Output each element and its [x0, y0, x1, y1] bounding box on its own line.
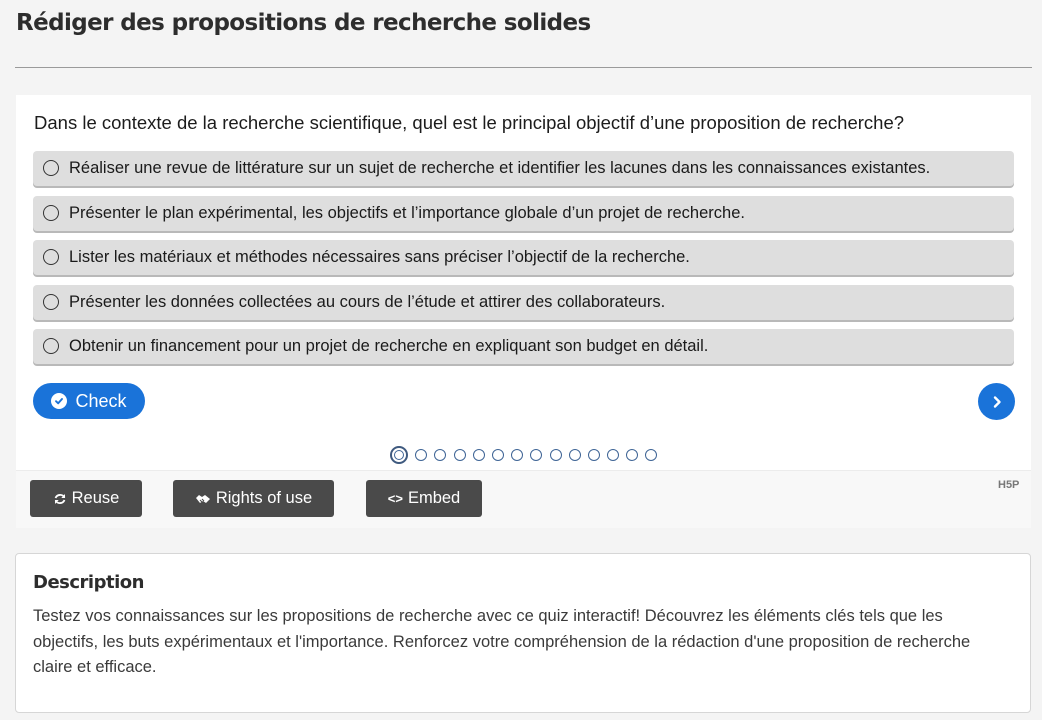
- next-button[interactable]: [978, 383, 1015, 420]
- check-button[interactable]: [33, 383, 145, 419]
- progress-dots: [390, 446, 657, 464]
- page-title: Rédiger des propositions de recherche solides: [16, 10, 591, 36]
- answer-label: Obtenir un financement pour un projet de recherche en expliquant son budget en détail.: [69, 337, 709, 355]
- reuse-label: Reuse: [71, 489, 120, 507]
- progress-dot[interactable]: [454, 449, 466, 461]
- quiz-container: [16, 95, 1031, 527]
- question-text: Dans le contexte de la recherche scientifique, quel est le principal objectif d’une proposition de recherche?: [34, 112, 905, 133]
- radio-icon[interactable]: [43, 160, 59, 176]
- progress-dot[interactable]: [588, 449, 600, 461]
- radio-icon[interactable]: [43, 249, 59, 265]
- rights-of-use-label: Rights of use: [215, 489, 313, 507]
- embed-label: Embed: [407, 489, 461, 507]
- h5p-logo[interactable]: H5P: [998, 479, 1020, 491]
- progress-dot[interactable]: [511, 449, 523, 461]
- progress-dot[interactable]: [626, 449, 638, 461]
- description-title: Description: [33, 572, 144, 593]
- code-icon: <>: [387, 491, 403, 506]
- action-bar: [16, 470, 1031, 528]
- description-panel: [15, 553, 1031, 713]
- progress-dot[interactable]: [550, 449, 562, 461]
- answer-label: Réaliser une revue de littérature sur un sujet de recherche et identifier les lacunes dans les connaissances existantes.: [69, 159, 931, 177]
- answer-option[interactable]: [33, 329, 1014, 364]
- radio-icon[interactable]: [43, 338, 59, 354]
- answer-option[interactable]: [33, 240, 1014, 275]
- progress-dot[interactable]: [492, 449, 504, 461]
- progress-dot[interactable]: [569, 449, 581, 461]
- check-circle-icon: [51, 393, 67, 409]
- answer-label: Lister les matériaux et méthodes nécessaires sans préciser l’objectif de la recherche.: [69, 248, 690, 266]
- progress-dot[interactable]: [645, 449, 657, 461]
- check-button-label: Check: [75, 390, 127, 411]
- radio-icon[interactable]: [43, 294, 59, 310]
- answer-label: Présenter les données collectées au cours de l’étude et attirer des collaborateurs.: [69, 292, 666, 311]
- embed-button[interactable]: [366, 480, 482, 517]
- answer-label: Présenter le plan expérimental, les objectifs et l’importance globale d’un projet de recherche.: [69, 203, 745, 222]
- refresh-icon: [53, 492, 67, 506]
- progress-dot[interactable]: [415, 449, 427, 461]
- handshake-icon: [195, 492, 211, 506]
- progress-dot[interactable]: [434, 449, 446, 461]
- answer-option[interactable]: [33, 196, 1014, 231]
- title-divider: [15, 67, 1032, 68]
- progress-dot-current[interactable]: [390, 446, 408, 464]
- progress-dot[interactable]: [607, 449, 619, 461]
- reuse-button[interactable]: [30, 480, 142, 517]
- chevron-right-icon: [990, 395, 1004, 409]
- answer-option[interactable]: [33, 285, 1014, 320]
- answer-option[interactable]: [33, 151, 1014, 186]
- progress-dot[interactable]: [530, 449, 542, 461]
- rights-of-use-button[interactable]: [173, 480, 334, 517]
- progress-dot[interactable]: [473, 449, 485, 461]
- answer-list: [33, 151, 1014, 374]
- description-text: Testez vos connaissances sur les propositions de recherche avec ce quiz interactif! Découvrez les éléments clés tels que les objectifs, les buts expérimentaux et l'importance. Renforcez votre compréhension de la rédaction d'une proposition de recherche claire et efficace.: [33, 607, 971, 676]
- radio-icon[interactable]: [43, 205, 59, 221]
